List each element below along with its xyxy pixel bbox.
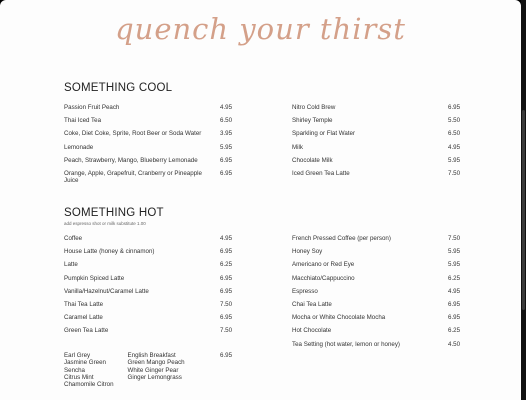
menu-item-price: 6.25 [448, 327, 461, 335]
tea-item: Green Mango Peach [127, 359, 185, 367]
menu-item-name: Iced Green Tea Latte [292, 170, 350, 178]
tea-item: Citrus Mint [64, 373, 94, 381]
section-title-cool: SOMETHING COOL [64, 82, 173, 94]
menu-item-name: Coke, Diet Coke, Sprite, Root Beer or Soda Water [64, 130, 202, 138]
menu-item [64, 235, 233, 242]
menu-item [292, 287, 461, 295]
menu-item-name: Espresso [292, 287, 318, 295]
cool-left-list [64, 104, 233, 190]
menu-item-name: Nitro Cold Brew [292, 104, 336, 111]
menu-item [292, 170, 461, 178]
menu-item-name: Thai Iced Tea [64, 117, 102, 125]
menu-item-name: Vanilla/Hazelnut/Caramel Latte [64, 287, 149, 295]
tea-item: English Breakfast [127, 352, 176, 359]
menu-item [64, 117, 233, 125]
menu-item-price: 4.95 [220, 235, 233, 242]
menu-item-price: 7.50 [220, 327, 233, 335]
menu-item-price: 6.95 [220, 274, 233, 282]
menu-item-price: 7.50 [220, 301, 233, 309]
menu-item-name: French Pressed Coffee (per person) [292, 235, 391, 242]
menu-item [64, 156, 233, 164]
hot-right-list [292, 235, 461, 354]
menu-item-price: 5.95 [448, 156, 461, 164]
menu-item-name: Orange, Apple, Grapefruit, Cranberry or Pineapple Juice [64, 170, 202, 185]
menu-item-name: Hot Chocolate [292, 327, 332, 335]
menu-item-price: 6.95 [220, 156, 233, 164]
menu-item-price: 5.95 [220, 143, 233, 151]
menu-item [64, 143, 233, 151]
menu-item-name: Lemonade [64, 143, 94, 151]
menu-item [292, 117, 461, 125]
scrollbar[interactable] [521, 0, 526, 400]
tea-item: Earl Grey [64, 352, 91, 359]
menu-item-name: Caramel Latte [64, 314, 103, 322]
menu-item-name: Chai Tea Latte [292, 301, 332, 309]
menu-item-name: Passion Fruit Peach [64, 104, 120, 111]
menu-item-price: 7.50 [448, 235, 461, 242]
hot-section-note: add espresso shot or milk substitute 1.00 [64, 221, 146, 226]
menu-item-price: 3.95 [220, 130, 233, 138]
menu-item-price: 6.25 [448, 274, 461, 282]
tea-list-column-1 [64, 352, 114, 388]
menu-item-price: 6.25 [220, 261, 233, 269]
menu-item-price: 6.50 [448, 130, 461, 138]
menu-item-price: 6.95 [220, 248, 233, 256]
menu-item-price: 6.50 [220, 117, 233, 125]
cool-right-list [292, 104, 461, 183]
menu-item-price: 5.95 [448, 261, 461, 269]
menu-item-name: Milk [292, 143, 303, 151]
menu-item-name: Peach, Strawberry, Mango, Blueberry Lemonade [64, 156, 198, 164]
menu-item [292, 340, 461, 348]
scrollbar-thumb[interactable] [522, 110, 525, 310]
hot-left-list [64, 235, 233, 341]
tea-item: Sencha [64, 366, 85, 374]
menu-item-price: 5.50 [448, 117, 461, 125]
menu-item [64, 261, 233, 269]
menu-item-name: Americano or Red Eye [292, 261, 355, 269]
menu-item [64, 301, 233, 309]
menu-item-price: 4.95 [448, 287, 461, 295]
menu-item-name: House Latte (honey & cinnamon) [64, 248, 155, 256]
menu-item-price: 6.95 [220, 287, 233, 295]
tea-item: Jasmine Green [64, 359, 106, 367]
section-title-hot: SOMETHING HOT [64, 207, 164, 219]
menu-item-price: 6.95 [448, 301, 461, 309]
menu-item-name: Tea Setting (hot water, lemon or honey) [292, 340, 400, 348]
menu-item-name: Sparkling or Flat Water [292, 130, 356, 138]
menu-item [292, 248, 461, 256]
menu-item [64, 104, 233, 111]
menu-item-name: Chocolate Milk [292, 156, 333, 164]
menu-item [292, 235, 461, 242]
menu-item-name: Honey Soy [292, 248, 323, 256]
menu-item-name: Shirley Temple [292, 117, 333, 125]
menu-item-name: Pumpkin Spiced Latte [64, 274, 125, 282]
menu-item [292, 104, 461, 111]
menu-item-name: Coffee [64, 235, 83, 242]
menu-item-price: 4.50 [448, 340, 461, 348]
menu-item [64, 314, 233, 322]
menu-item-price: 4.95 [220, 104, 233, 111]
menu-item [64, 327, 233, 335]
menu-item [292, 301, 461, 309]
menu-item [64, 130, 233, 138]
menu-item-price: 6.95 [220, 314, 233, 322]
tea-item: Chamomile Citron [64, 381, 114, 389]
menu-item [292, 143, 461, 151]
menu-item [64, 248, 233, 256]
tea-item: White Ginger Pear [127, 366, 179, 374]
tea-price: 6.95 [220, 352, 233, 359]
menu-item-price: 5.95 [448, 248, 461, 256]
menu-item-price: 6.95 [220, 170, 233, 178]
menu-item-price: 6.95 [448, 314, 461, 322]
tea-item: Ginger Lemongrass [127, 373, 182, 381]
menu-item [292, 327, 461, 335]
menu-item-name: Macchiato/Cappuccino [292, 274, 355, 282]
tea-selection [64, 352, 185, 388]
menu-item-name: Thai Tea Latte [64, 301, 104, 309]
menu-item-price: 7.50 [448, 170, 461, 178]
menu-item [64, 287, 233, 295]
menu-item [292, 130, 461, 138]
menu-item [292, 314, 461, 322]
tea-list-column-2 [128, 352, 185, 388]
menu-item-price: 6.95 [448, 104, 461, 111]
menu-item-name: Latte [64, 261, 78, 269]
menu-item [292, 261, 461, 269]
menu-title: quench your thirst [115, 12, 406, 46]
menu-item [292, 156, 461, 164]
menu-item [64, 170, 233, 185]
menu-item [64, 274, 233, 282]
menu-item-name: Mocha or White Chocolate Mocha [292, 314, 386, 322]
menu-item-price: 4.95 [448, 143, 461, 151]
menu-item-name: Green Tea Latte [64, 327, 109, 335]
menu-item [292, 274, 461, 282]
